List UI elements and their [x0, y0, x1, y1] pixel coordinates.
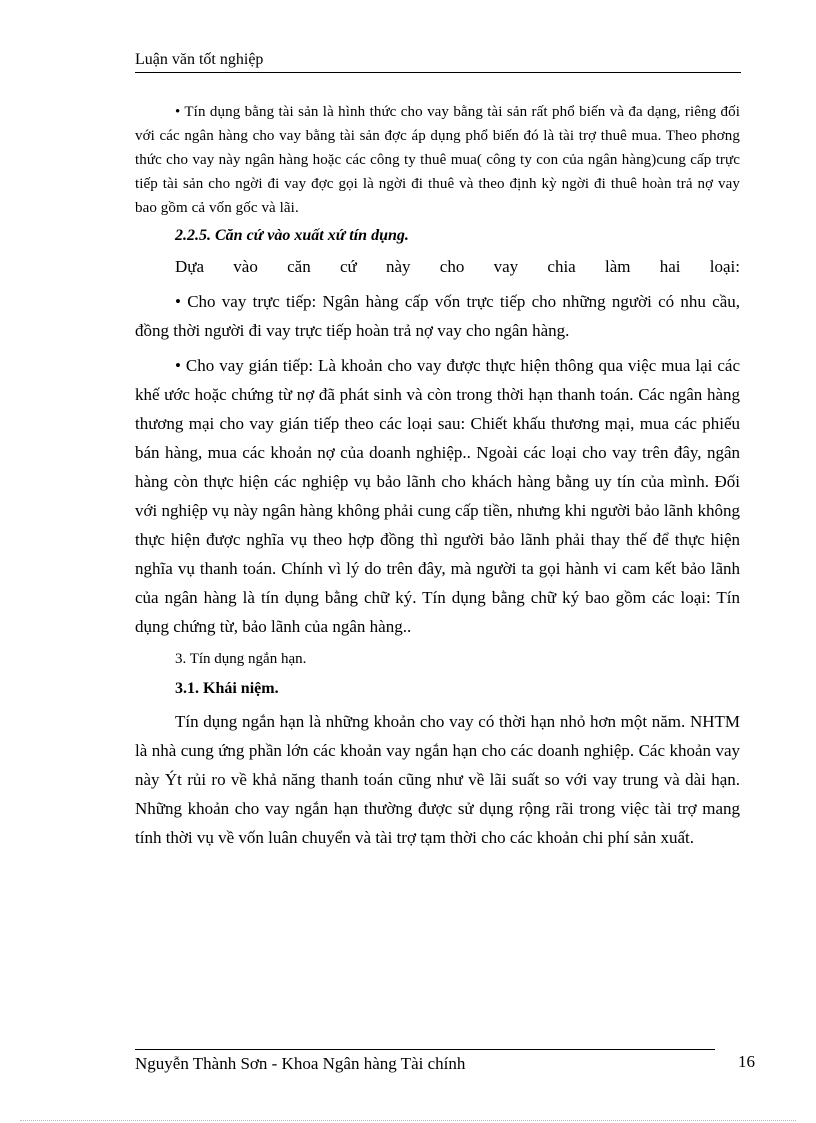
- footer-divider: [135, 1049, 715, 1050]
- paragraph-short-term-credit: Tín dụng ngắn hạn là những khoản cho vay có thời hạn nhỏ hơn một năm. NHTM là nhà cung ứng phần lớn các khoản vay ngắn hạn cho các doanh nghiệp. Các khoản vay này Ýt rủi ro về khả năng thanh toán cũng như về lãi suất so với vay trung và dài hạn. Những khoản cho vay ngắn hạn thường được sử dụng rộng rãi trong việc tài trợ mang tính thời vụ về vốn luân chuyển và tài trợ tạm thời cho các khoản chi phí sản xuất.: [135, 712, 740, 847]
- section-heading-3: 3. Tín dụng ngắn hạn.: [175, 651, 307, 667]
- header-divider: [135, 72, 741, 73]
- page-bottom-border: [20, 1120, 796, 1121]
- page-number: 16: [738, 1052, 755, 1071]
- page-body: [135, 100, 740, 852]
- paragraph-indirect-lending: • Cho vay gián tiếp: Là khoản cho vay được thực hiện thông qua việc mua lại các khế ước hoặc chứng từ nợ đã phát sinh và còn trong thời hạn thanh toán. Các ngân hàng thương mại cho vay gián tiếp theo các loại sau: Chiết khấu thương mại, mua các phiếu bán hàng, mua các khoản nợ của doanh nghiệp.. Ngoài các loại cho vay trên đây, ngân hàng còn thực hiện các nghiệp vụ bảo lãnh cho khách hàng bằng uy tín của mình. Đối với nghiệp vụ này ngân hàng không phải cung cấp tiền, nhưng khi người bảo lãnh không thực hiện được nghĩa vụ theo hợp đồng thì người bảo lãnh phải thay thế để thực hiện nghĩa vụ thanh toán. Chính vì lý do trên đây, mà người ta gọi hành vi cam kết bảo lãnh của ngân hàng là tín dụng bằng chữ ký. Tín dụng bằng chữ ký bao gồm các loại: Tín dụng chứng từ, bảo lãnh của ngân hàng..: [135, 356, 740, 636]
- section-heading-2-2-5: 2.2.5. Căn cứ vào xuất xứ tín dụng.: [175, 227, 409, 244]
- footer-author: Nguyễn Thành Sơn - Khoa Ngân hàng Tài chính: [135, 1054, 466, 1073]
- paragraph-asset-lending: • Tín dụng bằng tài sản là hình thức cho vay bằng tài sản rất phổ biến và đa dạng, riêng đối với các ngân hàng cho vay bằng tài sản đợc áp dụng phổ biến đó là tài trợ thuê mua. Theo phơng thức cho vay này ngân hàng hoặc các công ty thuê mua( công ty con của ngân hàng)cung cấp trực tiếp tài sản cho ngời đi vay đợc gọi là ngời đi thuê và theo định kỳ ngời đi thuê hoàn trả nợ vay bao gồm cả vốn gốc và lãi.: [135, 104, 740, 216]
- paragraph-direct-lending: • Cho vay trực tiếp: Ngân hàng cấp vốn trực tiếp cho những người có nhu cầu, đồng thời người đi vay trực tiếp hoàn trả nợ vay cho ngân hàng.: [135, 292, 740, 340]
- paragraph-two-types: Dựa vào căn cứ này cho vay chia làm hai loại:: [175, 257, 740, 276]
- page-header-title: Luận văn tốt nghiệp: [135, 51, 264, 68]
- section-heading-3-1: 3.1. Khái niệm.: [175, 680, 279, 697]
